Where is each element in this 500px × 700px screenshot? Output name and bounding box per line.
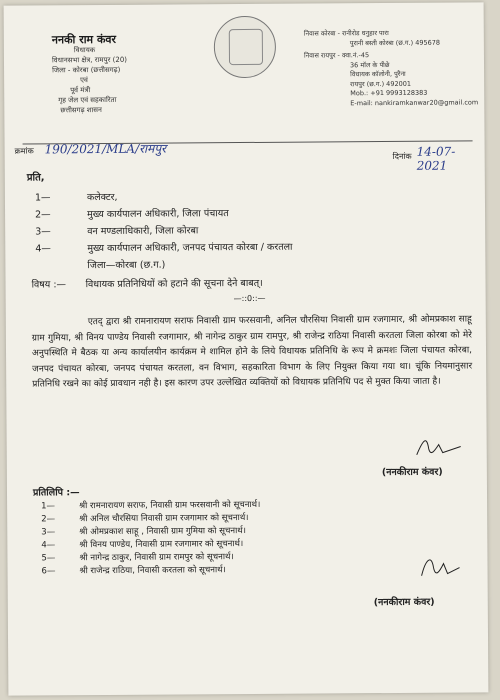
signatory-name-2: (ननकीराम कंवर) <box>373 596 435 609</box>
signatory-name: (ननकीराम कंवर) <box>381 466 443 479</box>
letterhead-left <box>52 34 193 115</box>
copy-item: 2— श्री अनिल चौरसिया निवासी ग्राम रजगामार को सूचनार्थ। <box>41 512 249 525</box>
address-line: 36 मॉल के पीछे <box>349 60 390 69</box>
copy-item: 5— श्री नागेन्द्र ठाकुर, निवासी ग्राम रामपुर को सूचनार्थ। <box>41 552 234 564</box>
signature-icon <box>409 547 469 583</box>
copy-item: 3— श्री ओमप्रकाश साहू , निवासी ग्राम गुमिया को सूचनार्थ। <box>41 526 246 538</box>
phone: Mob.: +91 9993128383 <box>350 88 428 98</box>
emblem-icon <box>214 16 276 78</box>
ref-number: 190/2021/MLA/रामपुर <box>44 141 167 157</box>
letterhead-line: विधायक <box>73 46 96 55</box>
letterhead-right <box>304 28 480 108</box>
subject-label: विषय :— <box>31 279 67 291</box>
recipient-item: 4— मुख्य कार्यपालन अधिकारी, जनपद पंचायत कोरबा / करतला <box>35 241 293 255</box>
date-value: 14-07-2021 <box>416 144 456 173</box>
letterhead-line: एवं <box>80 76 88 85</box>
address-line: निवास कोरबा - रानीरोड धनुहार पारा <box>303 28 389 38</box>
address-line: रायपुर (छ.ग.) 492001 <box>350 79 412 88</box>
letterhead-line: जिला - कोरबा (छत्तीसगढ़) <box>52 65 121 75</box>
email: E-mail: nankiramkanwar20@gmail.com <box>350 97 479 107</box>
recipient-item: 2— मुख्य कार्यपालन अधिकारी, जिला पंचायत <box>35 208 229 221</box>
signature-icon <box>409 430 469 460</box>
recipient-district: जिला—कोरबा (छ.ग.) <box>87 259 166 272</box>
ref-label: क्रमांक <box>14 146 34 156</box>
address-line: पुरानी बस्ती कोरबा (छ.ग.) 495678 <box>349 38 441 47</box>
address-line: विधायक कॉलोनी, पुरैना <box>350 69 406 79</box>
copy-item: 4— श्री विनय पाण्डेय, निवासी ग्राम रजगामार को सूचनार्थ। <box>41 539 244 551</box>
letterhead-line: गृह जेल एवं सहकारिता <box>58 95 117 105</box>
date-label: दिनांक <box>392 151 412 161</box>
mla-name: ननकी राम कंवर <box>51 32 117 47</box>
letterhead-line: छत्तीसगढ़ शासन <box>60 106 102 115</box>
letter-body: एतद् द्वारा श्री रामनारायण सराफ निवासी ग्राम फरसवानी, अनिल चौरसिया निवासी ग्राम रजगामार, श्री ओमप्रकाश साहू ग्राम गुमिया, श्री विनय पाण्डेय निवासी रजगामार, श्री नागेन्द्र ठाकुर ग्राम रामपुर, श्री राजेन्द्र राठिया निवासी करतला जिला कोरबा को मेरे अनुपस्थिति मे बैठक या अन्य कार्यालयीन कार्यक्रम मे शामिल होने के लिये विधायक प्रतिनिधि के रूप मे क्रमशः जिला पंचायत कोरबा, जनपद पंचायत कोरबा, जनपद पंचायत करतला, वन विभाग, सहकारिता विभाग के लिए नियुक्त किया गया था। चूंकि नियमानुसार प्रतिनिधि रखने का कोई प्रावधान नही है। इस कारण उपर उल्लेखित व्यक्तियों को विधायक प्रतिनिधि पद से मुक्त किया जाता है। <box>31 314 473 390</box>
recipient-item: 3— वन मण्डलाधिकारी, जिला कोरबा <box>35 225 199 238</box>
recipients-list <box>35 187 456 275</box>
subject-divider: —::0::— <box>233 293 266 304</box>
copy-list <box>41 498 422 579</box>
letterhead-line: विधानसभा क्षेत्र, रामपुर (20) <box>51 55 128 65</box>
copy-label: प्रतिलिपि :— <box>32 487 80 499</box>
letter-page <box>4 2 489 695</box>
subject-text: विधायक प्रतिनिधियों को हटाने की सूचना देने बाबत्। <box>85 277 263 291</box>
recipient-item: 1— कलेक्टर, <box>34 191 118 204</box>
copy-item: 6— श्री राजेन्द्र राठिया, निवासी करतला को सूचनार्थ। <box>41 565 226 577</box>
letterhead-line: पूर्व मंत्री <box>70 86 91 95</box>
address-line: निवास रायपुर - क्वा.नं.-45 <box>303 51 370 60</box>
to-label: प्रति, <box>26 172 45 184</box>
copy-item: 1— श्री रामनारायण सराफ, निवासी ग्राम फरसवानी को सूचनार्थ। <box>41 499 261 512</box>
